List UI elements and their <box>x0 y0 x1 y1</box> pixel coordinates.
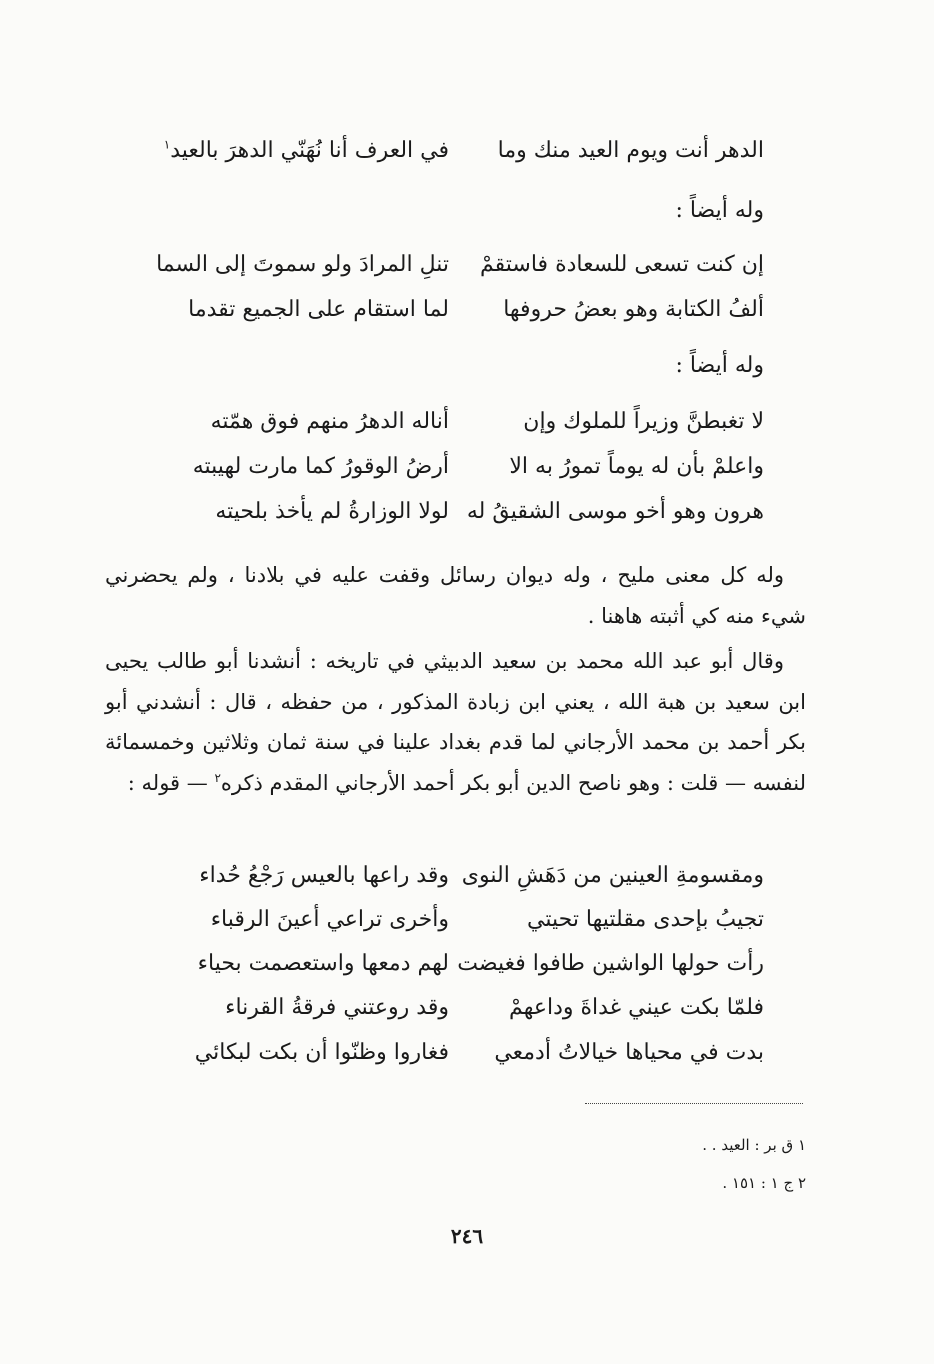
verse-first-hemistich: ألفُ الكتابة وهو بعضُ حروفها <box>503 297 764 322</box>
page-number: ٢٤٦ <box>450 1224 484 1248</box>
paragraph-text-tail: — قوله : <box>127 770 215 795</box>
verse-first-hemistich: واعلمْ بأن له يوماً تمورُ به الا <box>509 454 764 479</box>
verse <box>0 944 934 984</box>
prose-block <box>105 555 806 636</box>
verse-second-hemistich: لما استقام على الجميع تقدما <box>188 297 449 322</box>
verse-second-hemistich: وأخرى تراعي أعينَ الرقباء <box>210 907 449 932</box>
verse-first-hemistich: الدهر أنت ويوم العيد منك وما <box>497 138 764 163</box>
verse <box>0 900 934 940</box>
verse-second-hemistich: أرضُ الوقورُ كما مارت لهيبته <box>192 454 449 479</box>
verse-first-hemistich: ومقسومةِ العينين من دَهَشِ النوى <box>461 863 764 888</box>
verse-first-hemistich: تجيبُ بإحدى مقلتيها تحيتي <box>527 907 764 932</box>
verse-text: في العرف أنا نُهَنّي الدهرَ بالعيد <box>170 138 449 163</box>
paragraph <box>105 641 806 803</box>
verse <box>0 988 934 1028</box>
footnote-marker: ١ <box>163 137 171 152</box>
verse-second-hemistich: وقد روعتني فرقةُ القرناء <box>225 995 449 1020</box>
paragraph-text: وقال أبو عبد الله محمد بن سعيد الدبيثي في تاريخه : أنشدنا أبو طالب يحيى ابن سعيد بن هبة الله ، يعني ابن زبادة المذكور ، من حفظه ، قال : أنشدني أبو بكر أحمد بن محمد الأرجاني لما قدم بغداد علينا في سنة ثمان وثلاثين وخمسمائة لنفسه — قلت : وهو ناصح الدين أبو بكر أحمد الأرجاني المقدم ذكره <box>105 649 806 795</box>
verse-second-hemistich: لولا الوزارةُ لم يأخذ بلحيته <box>215 499 449 524</box>
verse-first-hemistich: هرون وهو أخو موسى الشقيقُ له <box>466 499 764 524</box>
footnote-divider <box>585 1103 803 1104</box>
footnote-marker: ٢ <box>214 770 221 785</box>
prose-block <box>105 641 806 803</box>
section-heading: وله أيضاً : <box>675 198 764 223</box>
verse <box>0 447 934 487</box>
verse-first-hemistich: فلمّا بكت عيني غداةَ وداعهمْ <box>509 995 764 1020</box>
footnote: ١ ق بر : العيد . . <box>702 1136 806 1154</box>
verse-second-hemistich: لهم دمعها واستعصمت بحياء <box>197 951 449 976</box>
verse-first-hemistich: إن كنت تسعى للسعادة فاستقمْ <box>480 252 764 277</box>
verse-second-hemistich: وقد راعها بالعيس رَجْعُ حُداء <box>199 863 449 888</box>
verse-first-hemistich: رأت حولها الواشين طافوا فغيضت <box>457 951 764 976</box>
verse <box>0 1033 934 1073</box>
verse-second-hemistich: فغاروا وظنّوا أن بكت لبكائي <box>194 1040 449 1065</box>
verse-second-hemistich: أناله الدهرُ منهم فوق همّته <box>210 409 449 434</box>
verse-first-hemistich: بدت في محياها خيالاتُ أدمعي <box>494 1040 764 1065</box>
paragraph: وله كل معنى مليح ، وله ديوان رسائل وقفت عليه في بلادنا ، ولم يحضرني شيء منه كي أثبته هاهنا . <box>105 563 806 628</box>
verse <box>0 290 934 330</box>
footnote: ٢ ج ١ : ١٥١ . <box>722 1174 806 1192</box>
verse <box>0 402 934 442</box>
verse-first-hemistich: لا تغبطنَّ وزيراً للملوك وإن <box>523 409 764 434</box>
verse <box>0 245 934 285</box>
verse-second-hemistich <box>164 131 449 171</box>
verse <box>0 856 934 896</box>
verse-second-hemistich: تنلِ المرادَ ولو سموتَ إلى السما <box>156 252 449 277</box>
verse <box>0 131 934 171</box>
verse <box>0 492 934 532</box>
section-heading: وله أيضاً : <box>675 353 764 378</box>
